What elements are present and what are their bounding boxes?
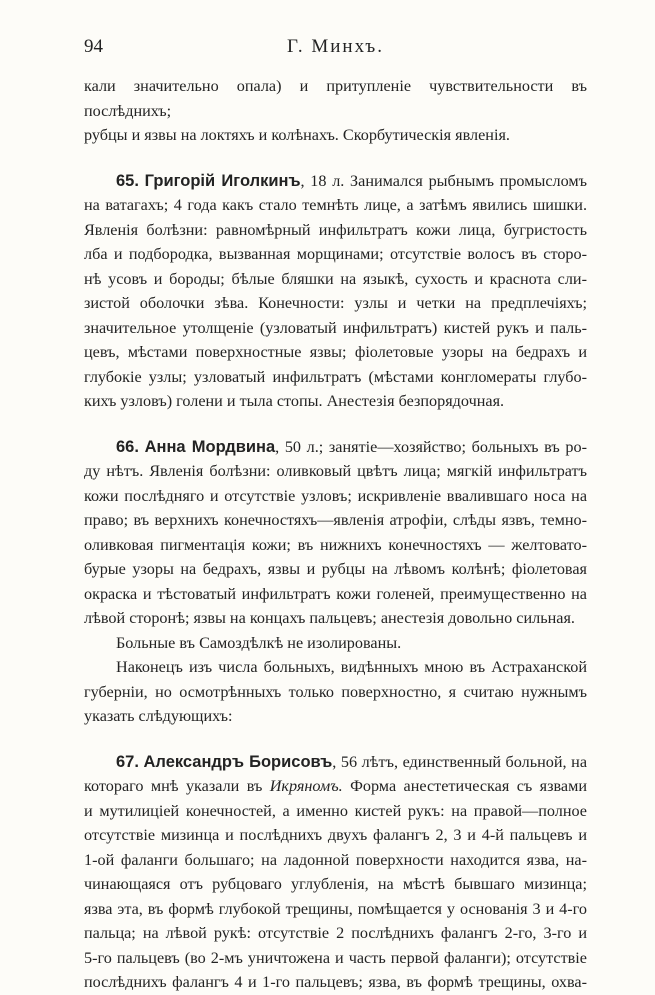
text-fragment: котораго мнѣ указали въ xyxy=(84,777,270,795)
text-fragment: , 50 л.; занятіе—хозяйство; больныхъ въ ро- xyxy=(275,437,587,456)
text-line: указать слѣдующихъ: xyxy=(84,707,233,725)
case-number: 65. xyxy=(116,171,139,190)
patient-name: Григорій Иголкинъ xyxy=(144,171,301,190)
text-fragment: Форма анестетическая съ язвами xyxy=(342,777,587,795)
case-entry-65 xyxy=(84,169,587,194)
text-line: Больные въ Самоздѣлкѣ не изолированы. xyxy=(116,633,402,652)
page-header xyxy=(84,36,587,62)
transition-paragraph xyxy=(84,655,587,680)
text-line: кожи послѣдняго и отсутствіе узловъ; искривленіе ввалившагo носа на xyxy=(84,486,587,505)
case-entry-65-body xyxy=(84,193,587,414)
text-line: язва эта, въ формѣ глубокой трещины, помѣщается у основанія 3 и 4-го xyxy=(84,899,587,918)
text-line: бурые узоры на бедрахъ, язвы и рубцы на лѣвомъ колѣнѣ; фіолетовая xyxy=(84,560,587,578)
text-line xyxy=(84,169,587,194)
patient-name: Анна Мордвина xyxy=(144,437,276,456)
case-entry-67-body xyxy=(84,774,587,995)
case-entry-66-body xyxy=(84,459,587,655)
text-line: кали значительно опала) и притупленіе чувствительности въ послѣднихъ; xyxy=(84,77,587,120)
text-line xyxy=(84,435,587,460)
text-fragment: , 18 л. Занимался рыбнымъ промысломъ xyxy=(300,171,587,190)
text-line: оливковая пигментація кожи; въ нижнихъ конечностяхъ — желтовато- xyxy=(84,535,587,554)
text-line: пальца; на лѣвой рукѣ: отсутствіе 2 послѣднихъ фалангъ 2-го, 3-го и xyxy=(84,924,587,942)
text-fragment: , 56 лѣтъ, единственный больной, на xyxy=(332,752,588,771)
running-head: Г. Минхъ. xyxy=(287,36,384,57)
patient-name: Александръ Борисовъ xyxy=(143,752,333,771)
text-line xyxy=(84,750,587,775)
text-line: зистой оболочки зѣва. Конечности: узлы и четки на предплечіяхъ; xyxy=(84,294,587,312)
text-line: на ватагахъ; 4 года какъ стало темнѣть лице, а затѣмъ явились шишки. xyxy=(84,196,587,214)
text-line: значительное утолщеніе (узловатый инфильтратъ) кистей рукъ и паль- xyxy=(84,318,587,337)
case-number: 66. xyxy=(116,437,139,456)
text-line: ду нѣтъ. Явленія болѣзни: оливковый цвѣтъ лица; мягкій инфильтратъ xyxy=(84,462,587,480)
case-number: 67. xyxy=(116,752,139,771)
text-line: 1-ой фаланги большаго; на ладонной поверхности находится язва, на- xyxy=(84,850,587,869)
intro-paragraph xyxy=(84,74,587,148)
place-name-italic: Икряномъ. xyxy=(269,777,343,795)
text-line: Явленія болѣзни: равномѣрный инфильтратъ кожи лица, бугристость xyxy=(84,220,587,239)
text-line: рубцы и язвы на локтяхъ и колѣнахъ. Скорбутическія явленія. xyxy=(84,126,510,144)
text-line: Наконецъ изъ числа больныхъ, видѣнныхъ мною въ Астраханской xyxy=(116,658,587,676)
text-line: нѣ усовъ и бороды; бѣлые бляшки на языкѣ, сухость и краснота сли- xyxy=(84,269,587,288)
text-line: и мутилиціей конечностей, а именно кистей рукъ: на правой—полное xyxy=(84,801,587,820)
text-line: лѣвой сторонѣ; язвы на концахъ пальцевъ; анестезія довольно сильная. xyxy=(84,609,575,627)
page-number: 94 xyxy=(84,36,103,57)
text-line: 5-го пальцевъ (во 2-мъ уничтожена и часть первой фаланги); отсутствіе xyxy=(84,948,587,967)
transition-paragraph-body xyxy=(84,680,587,729)
case-entry-67 xyxy=(84,750,587,775)
text-line: право; въ верхнихъ конечностяхъ—явленія атрофіи, слѣды язвъ, темно- xyxy=(84,511,587,529)
text-line: губерніи, но осмотрѣнныхъ только поверхностно, я считаю нужнымъ xyxy=(84,682,587,701)
text-line: послѣднихъ фалангъ 4 и 1-го пальцевъ; язва, въ формѣ трещины, охва- xyxy=(84,973,587,991)
text-line: окраска и тѣстоватый инфильтратъ кожи голеней, преимущественно на xyxy=(84,584,587,603)
text-line: чинающаяся отъ рубцоваго углубленія, на мѣстѣ бывшаго мизинца; xyxy=(84,875,587,893)
text-line: кихъ узловъ) голени и тыла стопы. Анестезія безпорядочная. xyxy=(84,392,505,410)
page-body xyxy=(84,74,587,995)
text-line: цевъ, мѣстами поверхностные язвы; фіолетовые узоры на бедрахъ и xyxy=(84,343,587,361)
case-entry-66 xyxy=(84,435,587,460)
text-line: глубокіе узлы; узловатый инфильтратъ (мѣстами конгломераты глубо- xyxy=(84,367,587,386)
text-line xyxy=(84,774,587,799)
text-line: отсутствіе мизинца и послѣднихъ двухъ фалангъ 2, 3 и 4-й пальцевъ и xyxy=(84,826,587,844)
text-line: лба и подбородка, вызванная морщинами; отсутствіе волосъ въ сторо- xyxy=(84,245,587,263)
